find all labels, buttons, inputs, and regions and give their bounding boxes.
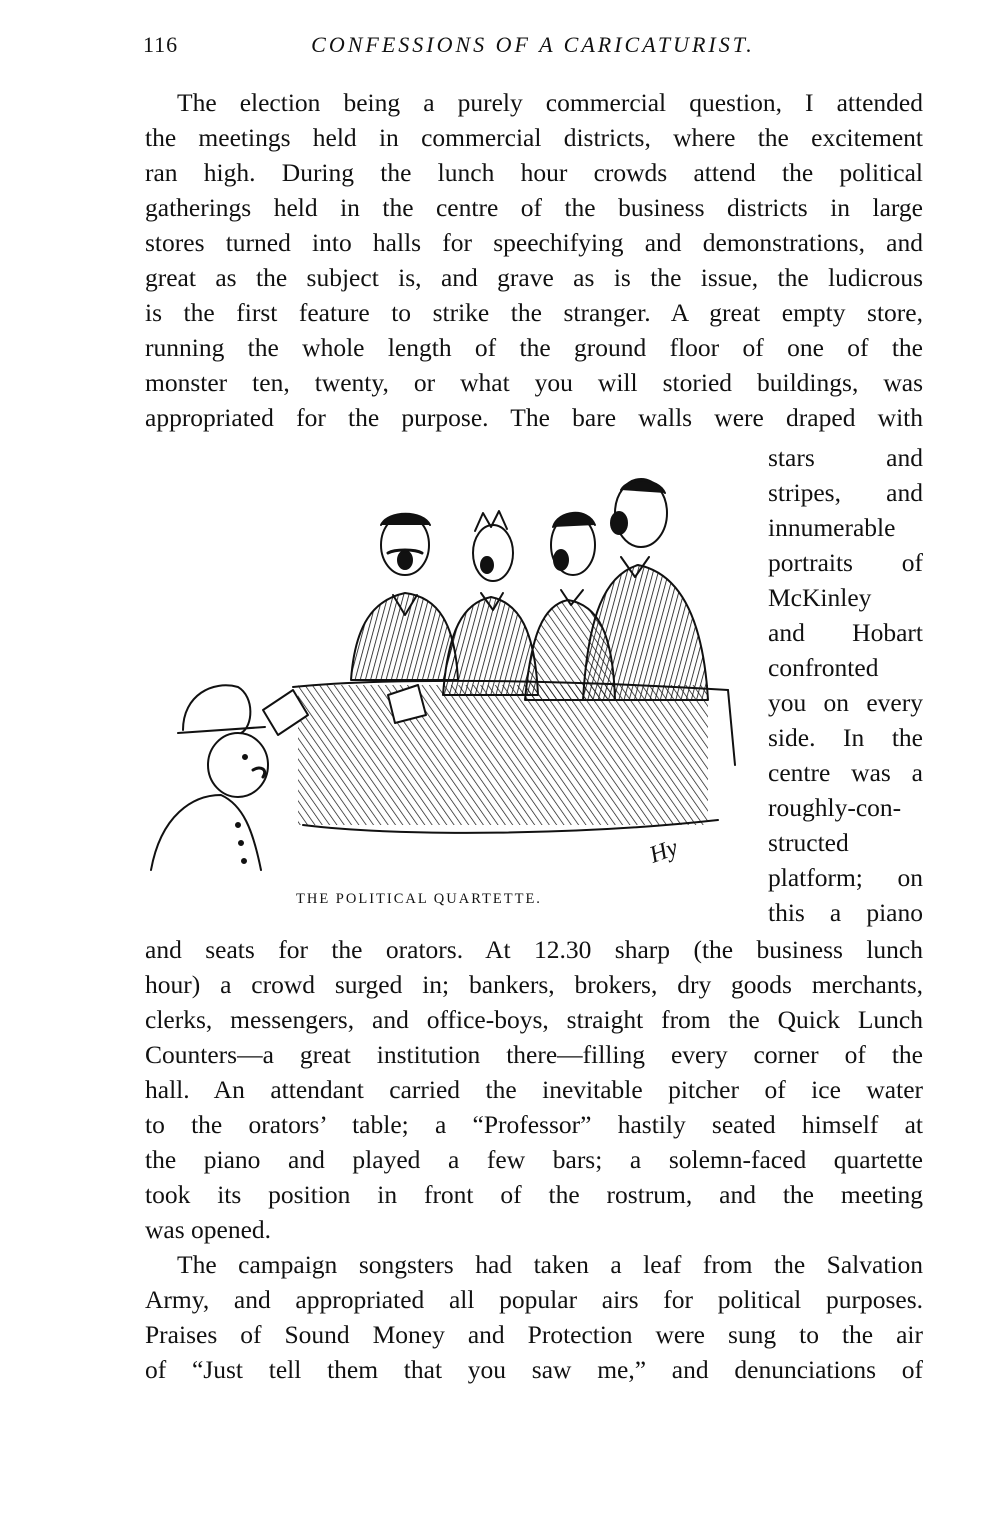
policeman-figure bbox=[151, 685, 268, 870]
wrap-line: McKinley bbox=[768, 583, 872, 612]
text-line: gatherings held in the centre of the business districts in large bbox=[145, 193, 923, 222]
text-line: The campaign songsters had taken a leaf from the Salvation bbox=[177, 1250, 923, 1279]
wrap-line: platform; on bbox=[768, 863, 923, 892]
wrap-line: roughly-con- bbox=[768, 793, 902, 822]
text-line: took its position in front of the rostrum, and the meeting bbox=[145, 1180, 923, 1209]
text-line: to the orators’ table; a “Professor” hastily seated himself at bbox=[145, 1110, 923, 1139]
text-line: great as the subject is, and grave as is the issue, the ludicrous bbox=[145, 263, 923, 292]
wrap-line: centre was a bbox=[768, 758, 923, 787]
wrap-line: stripes, and bbox=[768, 478, 923, 507]
text-line: is the first feature to strike the stranger. A great empty store, bbox=[145, 298, 923, 327]
quartette-drawing bbox=[143, 465, 741, 885]
wrap-line: this a piano bbox=[768, 898, 923, 927]
text-line: ran high. During the lunch hour crowds attend the political bbox=[145, 158, 923, 187]
text-line: of “Just tell them that you saw me,” and denunciations of bbox=[145, 1355, 923, 1384]
singer-one bbox=[351, 514, 458, 680]
singer-two bbox=[443, 511, 538, 695]
wrap-line: confronted bbox=[768, 653, 879, 682]
text-line: Praises of Sound Money and Protection were sung to the air bbox=[145, 1320, 923, 1349]
singer-four bbox=[583, 479, 708, 700]
text-line: Counters—a great institution there—filling every corner of the bbox=[145, 1040, 923, 1069]
text-line: The election being a purely commercial question, I attended bbox=[177, 88, 923, 117]
text-line: hour) a crowd surged in; bankers, brokers, dry goods merchants, bbox=[145, 970, 923, 999]
wrap-line: stars and bbox=[768, 443, 923, 472]
artist-signature: Hy bbox=[646, 834, 682, 869]
wrap-line: innumerable bbox=[768, 513, 896, 542]
text-line: appropriated for the purpose. The bare walls were draped with bbox=[145, 403, 923, 432]
text-line: was opened. bbox=[145, 1215, 272, 1244]
text-line: the meetings held in commercial districts, where the excitement bbox=[145, 123, 923, 152]
wrap-line: and Hobart bbox=[768, 618, 923, 647]
page-number: 116 bbox=[143, 32, 179, 57]
wrap-line: you on every bbox=[768, 688, 923, 717]
text-line: running the whole length of the ground floor of one of the bbox=[145, 333, 923, 362]
running-header bbox=[143, 32, 923, 62]
running-title: CONFESSIONS OF A CARICATURIST. bbox=[311, 32, 755, 57]
text-line: monster ten, twenty, or what you will storied buildings, was bbox=[145, 368, 923, 397]
text-line: Army, and appropriated all popular airs for political purposes. bbox=[145, 1285, 923, 1314]
illustration-political-quartette bbox=[143, 465, 741, 885]
text-line: stores turned into halls for speechifying and demonstrations, and bbox=[145, 228, 923, 257]
wrap-line: structed bbox=[768, 828, 849, 857]
text-line: clerks, messengers, and office-boys, straight from the Quick Lunch bbox=[145, 1005, 923, 1034]
wrap-line: side. In the bbox=[768, 723, 923, 752]
platform-railing bbox=[293, 681, 735, 833]
wrap-line: portraits of bbox=[768, 548, 923, 577]
text-line: hall. An attendant carried the inevitable pitcher of ice water bbox=[145, 1075, 923, 1104]
text-line: the piano and played a few bars; a solemn-faced quartette bbox=[145, 1145, 923, 1174]
text-line: and seats for the orators. At 12.30 sharp (the business lunch bbox=[145, 935, 923, 964]
figure-caption: THE POLITICAL QUARTETTE. bbox=[296, 891, 542, 907]
